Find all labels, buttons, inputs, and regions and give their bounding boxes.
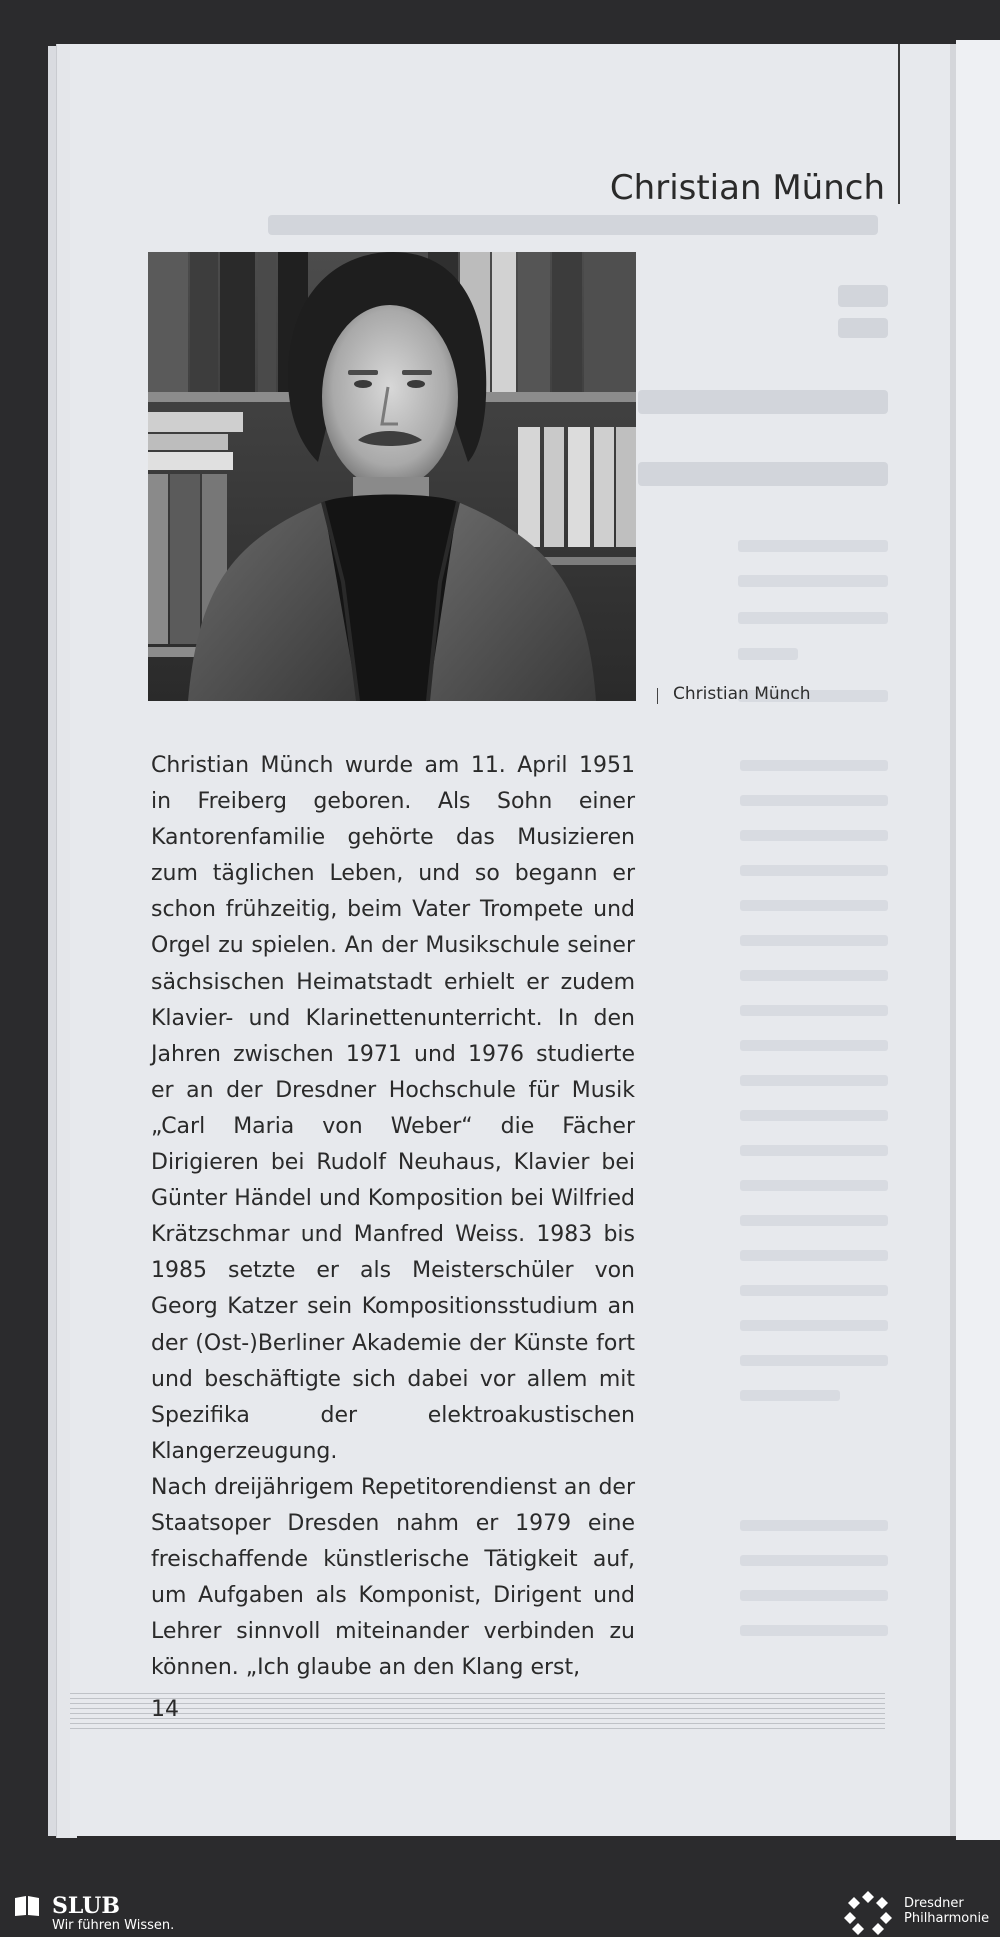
biography-text <box>151 748 635 1686</box>
portrait-photo <box>148 252 636 701</box>
footer-rule-8 <box>70 1728 885 1729</box>
philharmonie-logo-icon <box>840 1889 896 1935</box>
library-name: SLUB <box>52 1893 120 1919</box>
photo-caption: Christian Münch <box>673 684 811 704</box>
footer-rule-6 <box>70 1718 885 1719</box>
footer-rule-1 <box>70 1693 885 1694</box>
page-number: 14 <box>151 1697 179 1722</box>
caption-marker <box>657 688 658 704</box>
footer-rule-2 <box>70 1698 885 1699</box>
page-title: Christian Münch <box>609 168 885 208</box>
biography-paragraph-2: Nach dreijährigem Repetitorendienst an der Staatsoper Dresden nahm er 1979 eine freischaffende künstlerische Tätigkeit auf, um Aufgaben als Komponist, Dirigent und Lehrer sinnvoll miteinander verbinden zu können. „Ich glaube an den Klang erst, <box>151 1474 635 1681</box>
partner-name-line2: Philharmonie <box>904 1911 990 1926</box>
portrait-illustration <box>148 252 636 701</box>
footer-rule-5 <box>70 1713 885 1714</box>
partner-name <box>904 1896 989 1926</box>
partner-name-line1: Dresdner <box>904 1896 964 1911</box>
footer-rule-4 <box>70 1708 885 1709</box>
slub-book-icon <box>14 1895 40 1917</box>
footer-rule-3 <box>70 1703 885 1704</box>
library-tagline: Wir führen Wissen. <box>52 1918 175 1933</box>
footer-rule-7 <box>70 1723 885 1724</box>
biography-paragraph-1: Christian Münch wurde am 11. April 1951 in Freiberg geboren. Als Sohn einer Kantorenfamilie gehörte das Musizieren zum täglichen Leben, und so begann er schon frühzeitig, beim Vater Trompete und Orgel zu spielen. An der Musikschule seiner sächsischen Heimatstadt erhielt er zudem Klavier- und Klarinettenunterricht. In den Jahren zwischen 1971 und 1976 studierte er an der Dresdner Hochschule für Musik „Carl Maria von Weber“ die Fächer Dirigieren bei Rudolf Neuhaus, Klavier bei Günter Händel und Komposition bei Wilfried Krätzschmar und Manfred Weiss. 1983 bis 1985 setzte er als Meisterschüler von Georg Katzer sein Kompositionsstudium an der (Ost-)Berliner Akademie der Künste fort und beschäftigte sich dabei vor allem mit Spezifika der elektroakustischen Klangerzeugung. <box>151 753 635 1464</box>
